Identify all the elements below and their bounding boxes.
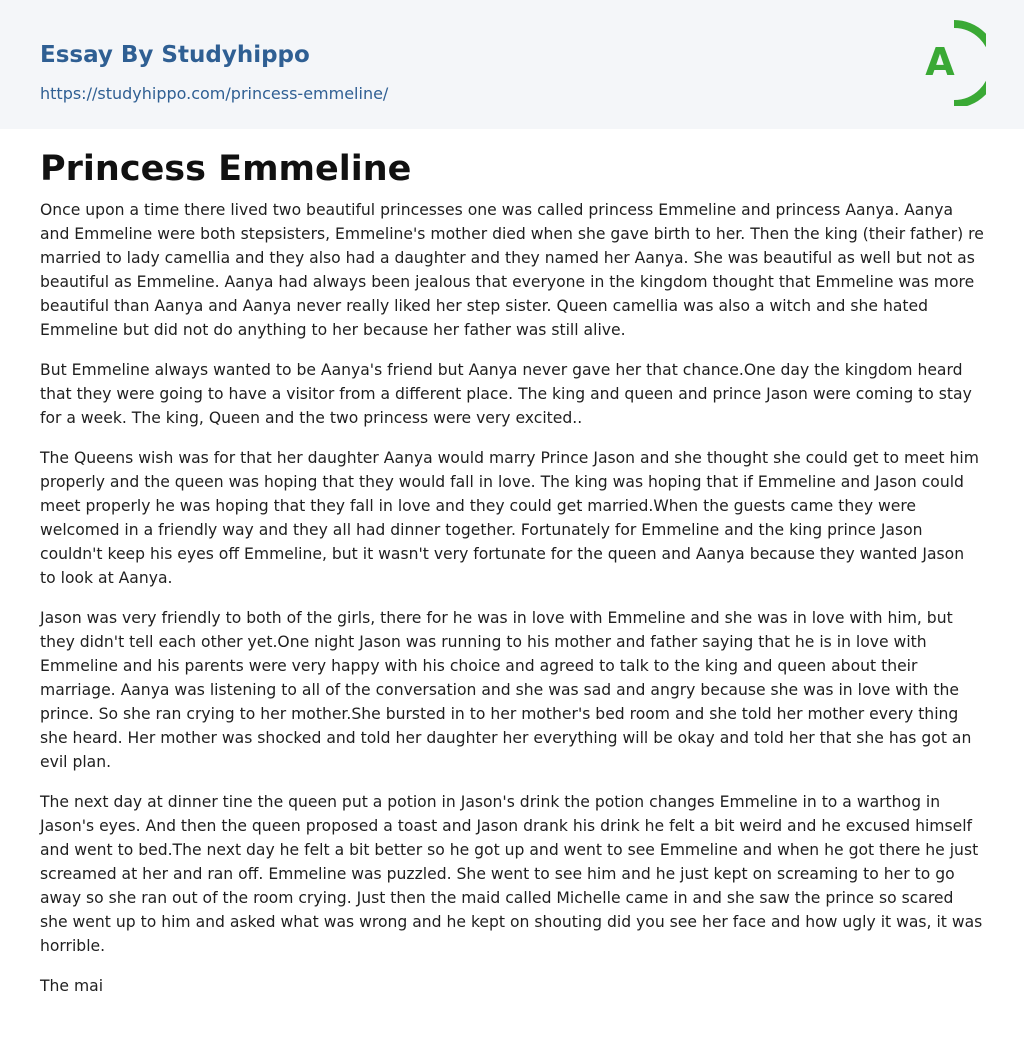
essay-paragraph-4: Jason was very friendly to both of the girls, there for he was in love with Emmeline and she was in love with him, but they didn't tell each other yet.One night Jason was running to his mother and father saying that he is in love with Emmeline and his parents were very happy with his choice and agreed to talk to the king and queen about their marriage. Aanya was listening to all of the conversation and she was sad and angry because she was in love with the prince. So she ran crying to her mother.She bursted in to her mother's bed room and she told her mother every thing she heard. Her mother was shocked and told her daughter her everything will be okay and told her that she has got an evil plan. bbox=[40, 609, 972, 771]
essay-url-link[interactable]: https://studyhippo.com/princess-emmeline/ bbox=[40, 84, 389, 103]
essay-paragraph-3: The Queens wish was for that her daughter Aanya would marry Prince Jason and she thought she could get to meet him properly and the queen was hoping that they would fall in love. The king was hoping that if Emmeline and Jason could meet properly he was hoping that they fall in love and they could get married.When the guests came they were welcomed in a friendly way and they all had dinner together. Fortunately for Emmeline and the king prince Jason couldn't keep his eyes off Emmeline, but it wasn't very fortunate for the queen and Aanya because they wanted Jason to look at Aanya. bbox=[40, 449, 979, 587]
essay-paragraph-6: The mai bbox=[40, 977, 104, 995]
logo-letter: A bbox=[925, 40, 955, 84]
studyhippo-logo-icon[interactable] bbox=[914, 20, 986, 106]
essay-paragraph-5: The next day at dinner tine the queen put a potion in Jason's drink the potion changes Emmeline in to a warthog in Jason's eyes. And then the queen proposed a toast and Jason drank his drink he felt a bit weird and he excused himself and went to bed.The next day he felt a bit better so he got up and went to see Emmeline and when he got there he just screamed at her and ran off. Emmeline was puzzled. She went to see him and he just kept on screaming to her to go away so she ran out of the room crying. Just then the maid called Michelle came in and she saw the prince so scared she went up to him and asked what was wrong and he kept on shouting did you see her face and how ugly it was, it was horrible. bbox=[40, 793, 983, 955]
essay-title: Princess Emmeline bbox=[40, 149, 412, 189]
essay-content bbox=[0, 148, 1024, 998]
site-brand[interactable]: Essay By Studyhippo bbox=[40, 42, 310, 68]
site-header bbox=[0, 0, 1024, 129]
essay-paragraph-1: Once upon a time there lived two beautiful princesses one was called princess Emmeline and princess Aanya. Aanya and Emmeline were both stepsisters, Emmeline's mother died when she gave birth to her. Then the king (their father) re married to lady camellia and they also had a daughter and they named her Aanya. She was beautiful as well but not as beautiful as Emmeline. Aanya had always been jealous that everyone in the kingdom thought that Emmeline was more beautiful than Aanya and Aanya never really liked her step sister. Queen camellia was also a witch and she hated Emmeline but did not do anything to her because her father was still alive. bbox=[40, 201, 984, 339]
essay-paragraph-2: But Emmeline always wanted to be Aanya's friend but Aanya never gave her that chance.One day the kingdom heard that they were going to have a visitor from a different place. The king and queen and prince Jason were coming to stay for a week. The king, Queen and the two princess were very excited.. bbox=[40, 361, 972, 427]
